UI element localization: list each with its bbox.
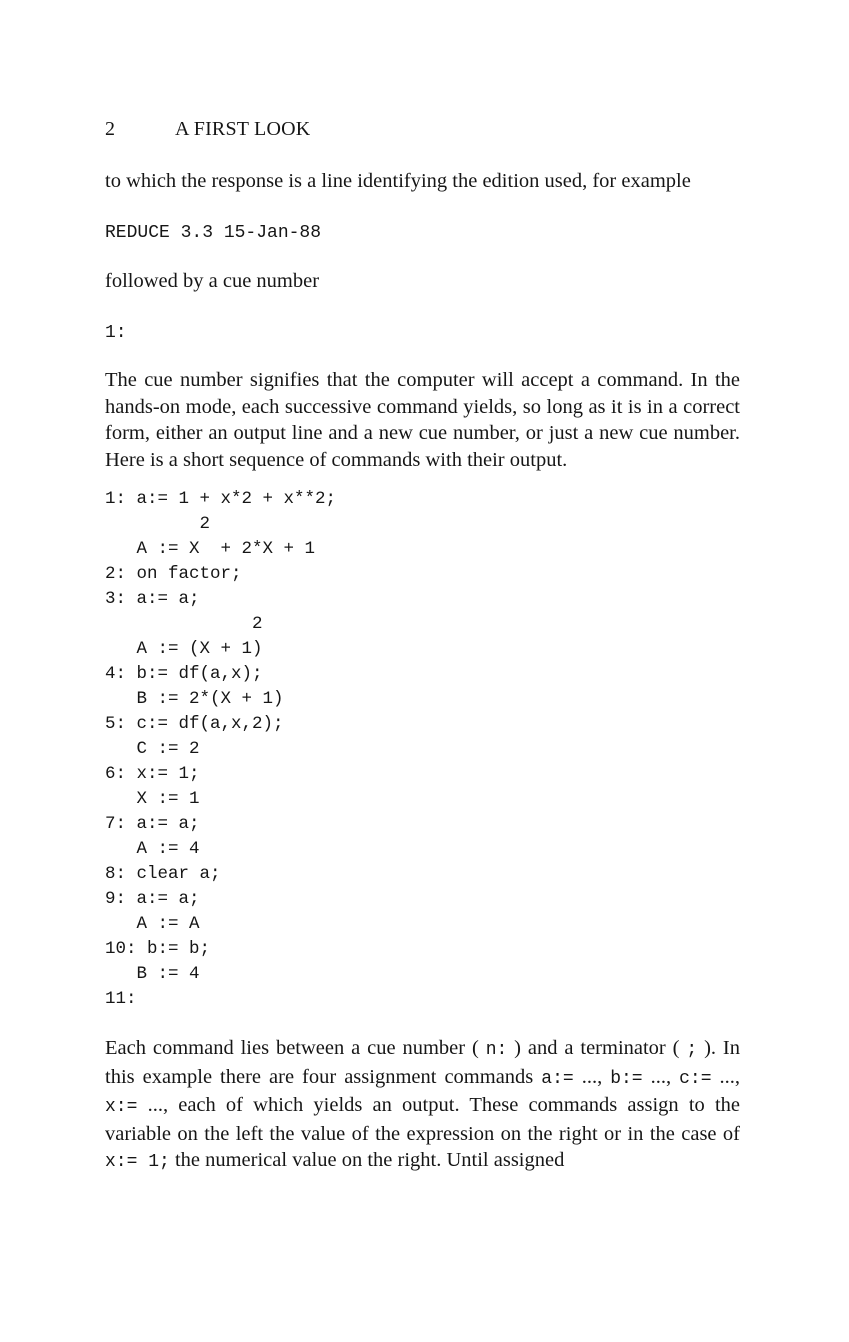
session-line: 10: b:= b; [105, 939, 211, 959]
closing-text: ..., [573, 1065, 611, 1088]
session-line: 3: a:= a; [105, 589, 200, 609]
session-line: 4: b:= df(a,x); [105, 664, 263, 684]
session-line: 11: [105, 989, 137, 1009]
session-line: A := A [105, 914, 200, 934]
session-line: B := 4 [105, 964, 200, 984]
session-line: 8: clear a; [105, 864, 221, 884]
cue-line: 1: [105, 323, 127, 343]
session-line: X := 1 [105, 789, 200, 809]
session-line: A := X + 2*X + 1 [105, 539, 316, 559]
cue-paragraph: The cue number signifies that the computer will accept a command. In the hands-on mode, each successive command yields, so long as it is in a correct form, either an output line and a new cue number, or just a new cue number. Here is a short sequence of commands with their output. [105, 369, 740, 471]
closing-text: ). In this example there are four assignment commands [105, 1037, 740, 1088]
session-line: 2 [105, 514, 211, 534]
session-line: C := 2 [105, 739, 200, 759]
closing-text: ..., [711, 1065, 741, 1088]
inline-code: x:= [105, 1097, 138, 1117]
inline-code: b:= [610, 1068, 643, 1089]
inline-code: c:= [679, 1068, 712, 1089]
page-number: 2 [105, 118, 116, 140]
inline-code: x:= 1; [105, 1152, 170, 1172]
session-line: 7: a:= a; [105, 814, 200, 834]
closing-text: ..., [642, 1065, 680, 1088]
session-line: A := 4 [105, 839, 200, 859]
closing-text: ) and a terminator ( [507, 1037, 687, 1059]
inline-code: ; [686, 1040, 698, 1060]
session-line: 9: a:= a; [105, 889, 200, 909]
intro-paragraph: to which the response is a line identifying the edition used, for example [105, 170, 691, 192]
session-line: 2: on factor; [105, 564, 242, 584]
running-head [105, 118, 310, 141]
session-line: A := (X + 1) [105, 639, 263, 659]
closing-paragraph [105, 1035, 740, 1176]
session-line: 2 [105, 614, 263, 634]
inline-code: n: [485, 1040, 508, 1060]
session-line: 6: x:= 1; [105, 764, 200, 784]
followed-paragraph: followed by a cue number [105, 270, 320, 292]
version-line: REDUCE 3.3 15-Jan-88 [105, 223, 322, 243]
closing-text: the numerical value on the right. Until assigned [169, 1149, 565, 1171]
closing-text: ..., each of which yields an output. These commands assign to the variable on the left the value of the expression on the right or in the case of [105, 1094, 740, 1145]
inline-code: a:= [541, 1068, 574, 1089]
session-line: 1: a:= 1 + x*2 + x**2; [105, 489, 337, 509]
session-line: B := 2*(X + 1) [105, 689, 284, 709]
closing-text: Each command lies between a cue number ( [105, 1037, 486, 1059]
session-line: 5: c:= df(a,x,2); [105, 714, 284, 734]
chapter-title: A FIRST LOOK [175, 118, 311, 140]
